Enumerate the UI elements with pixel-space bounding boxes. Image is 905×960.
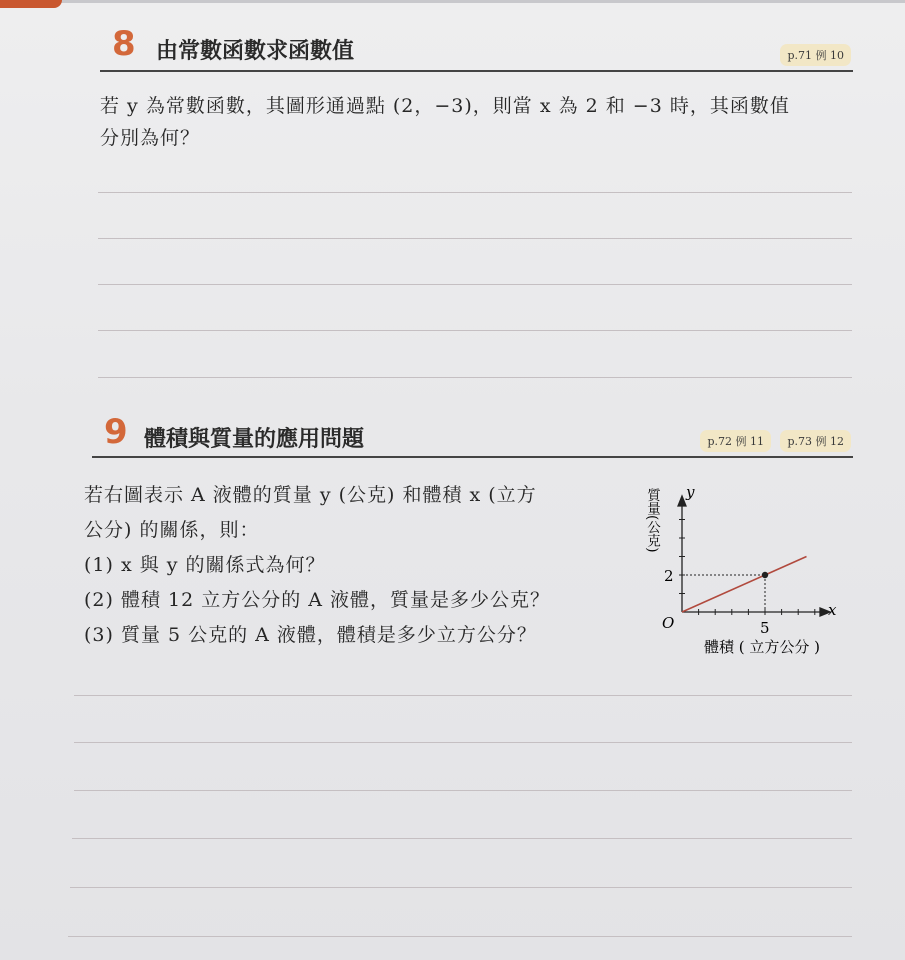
section-9-number: 9: [104, 412, 128, 452]
y-axis-title: 質量(公克): [644, 488, 660, 553]
section-8-header: [100, 22, 853, 76]
section-8-rule: [100, 70, 853, 72]
answer-line: [74, 790, 852, 791]
corner-tab: [0, 0, 62, 8]
answer-line: [98, 238, 852, 239]
answer-line: [74, 695, 852, 696]
section-9-ref-badge-1: p.72 例 11: [700, 430, 771, 452]
section-8-title: 由常數函數求函數值: [156, 39, 355, 64]
answer-line: [74, 742, 852, 743]
answer-line: [98, 284, 852, 285]
section-9-question-line-1: 若右圖表示 A 液體的質量 y (公克) 和體積 x (立方: [84, 484, 537, 506]
section-9-question-line-2: 公分) 的關係，則：: [84, 519, 260, 541]
sub-question-1: (1) x 與 y 的關係式為何？: [84, 554, 326, 576]
answer-line: [72, 838, 852, 839]
answer-line: [98, 192, 852, 193]
y-tick-label: 2: [664, 567, 674, 585]
section-8-question-line-1: 若 y 為常數函數，其圖形通過點 (2，−3)，則當 x 為 2 和 −3 時，其函數值: [100, 95, 790, 117]
mass-volume-graph: [634, 478, 864, 663]
section-9-title: 體積與質量的應用問題: [144, 427, 365, 452]
section-9-ref-badge-2: p.73 例 12: [780, 430, 851, 452]
x-axis-letter: x: [828, 601, 837, 619]
page-top-edge: [0, 0, 905, 3]
y-axis-letter: y: [686, 483, 695, 501]
origin-label: O: [662, 614, 675, 632]
answer-line: [70, 887, 852, 888]
section-9-header: [92, 410, 853, 462]
section-9-question: [84, 478, 624, 653]
answer-line: [98, 330, 852, 331]
section-8-number: 8: [112, 24, 136, 64]
sub-question-3: (3) 質量 5 公克的 A 液體，體積是多少立方公分？: [84, 624, 537, 646]
x-axis-title: 體積 ( 立方公分 ): [704, 638, 821, 656]
x-tick-label: 5: [760, 619, 770, 637]
data-line: [682, 557, 807, 613]
data-point: [762, 572, 768, 578]
answer-line: [98, 377, 852, 378]
section-8-question-line-2: 分別為何？: [100, 127, 201, 149]
sub-question-2: (2) 體積 12 立方公分的 A 液體，質量是多少公克？: [84, 589, 551, 611]
y-axis-arrow: [678, 496, 686, 506]
section-8-ref-badge: p.71 例 10: [780, 44, 851, 66]
section-9-rule: [92, 456, 853, 458]
answer-line: [68, 936, 852, 937]
section-8-question: [100, 90, 860, 154]
